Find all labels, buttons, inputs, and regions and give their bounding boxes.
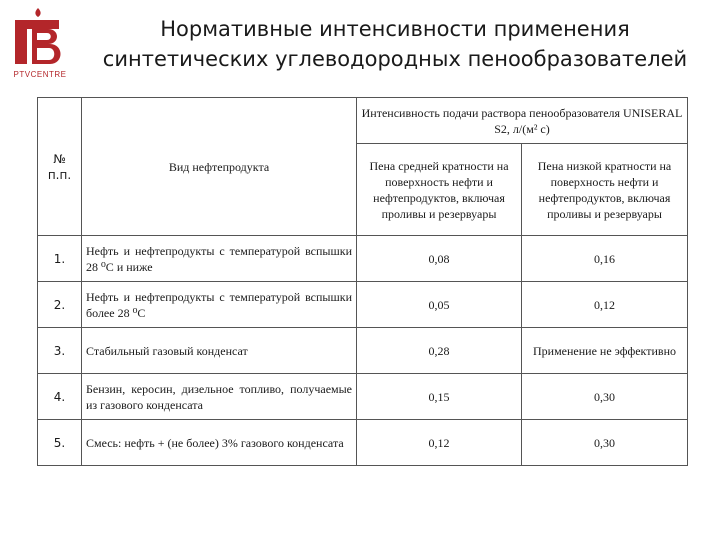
- row-number: 1.: [38, 236, 82, 282]
- row-product: Бензин, керосин, дизельное топливо, получаемые из газового конденсата: [82, 374, 357, 420]
- header-medium-foam: Пена средней кратности на поверхность нефти и нефтепродуктов, включая проливы и резервуары: [357, 144, 522, 236]
- row-number: 4.: [38, 374, 82, 420]
- logo-caption: PTVCENTRE: [13, 70, 67, 79]
- row-number: 3.: [38, 328, 82, 374]
- row-product: Нефть и нефтепродукты с температурой вспышки более 28 ⁰С: [82, 282, 357, 328]
- row-product: Смесь: нефть + (не более) 3% газового конденсата: [82, 420, 357, 466]
- table-row: [38, 282, 688, 328]
- title-line-1: Нормативные интенсивности применения: [160, 17, 630, 41]
- row-medium-value: 0,05: [357, 282, 522, 328]
- company-logo: [8, 6, 72, 84]
- table-row: [38, 420, 688, 466]
- header-num: № п.п.: [38, 98, 82, 236]
- row-medium-value: 0,15: [357, 374, 522, 420]
- row-number: 2.: [38, 282, 82, 328]
- row-product: Стабильный газовый конденсат: [82, 328, 357, 374]
- ptv-logo-icon: [8, 6, 72, 68]
- header-row-group: [38, 98, 688, 144]
- header-low-foam: Пена низкой кратности на поверхность нефти и нефтепродуктов, включая проливы и резервуары: [522, 144, 688, 236]
- intensity-table: [37, 97, 688, 466]
- row-low-value: 0,30: [522, 420, 688, 466]
- row-low-value: 0,30: [522, 374, 688, 420]
- row-low-value: 0,16: [522, 236, 688, 282]
- header-product-type: Вид нефтепродукта: [82, 98, 357, 236]
- header-intensity-group: Интенсивность подачи раствора пенообразователя UNISERAL S2, л/(м² с): [357, 98, 688, 144]
- row-medium-value: 0,28: [357, 328, 522, 374]
- table-row: [38, 236, 688, 282]
- row-low-value: 0,12: [522, 282, 688, 328]
- row-number: 5.: [38, 420, 82, 466]
- row-medium-value: 0,08: [357, 236, 522, 282]
- row-product: Нефть и нефтепродукты с температурой вспышки 28 ⁰С и ниже: [82, 236, 357, 282]
- page-title: [80, 14, 710, 74]
- table-row: [38, 374, 688, 420]
- title-line-2: синтетических углеводородных пенообразователей: [102, 47, 688, 71]
- row-low-value: Применение не эффективно: [522, 328, 688, 374]
- row-medium-value: 0,12: [357, 420, 522, 466]
- table-row: [38, 328, 688, 374]
